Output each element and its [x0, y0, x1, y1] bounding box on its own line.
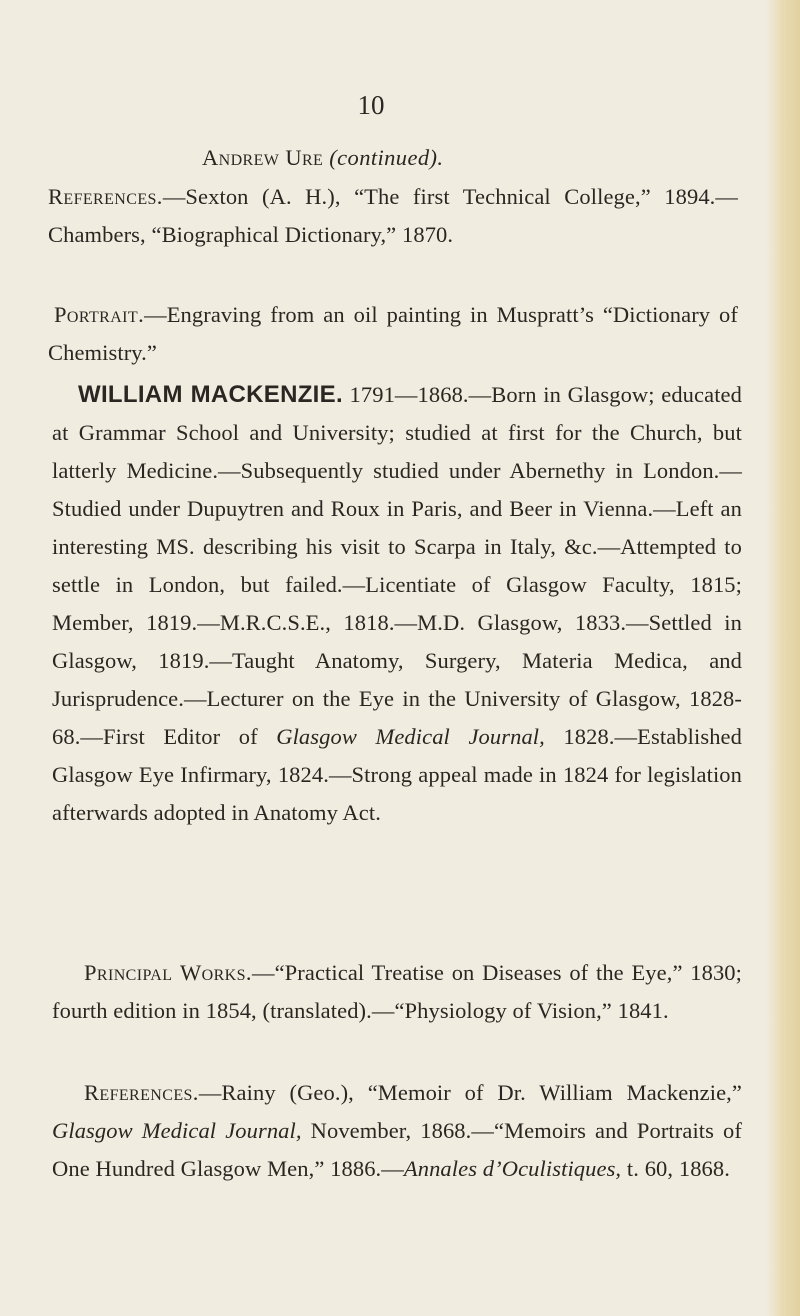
refs-text-2: November, 1868.—“Memoirs and Portraits of One Hundred Glasgow Men,” 1886.—	[52, 1118, 742, 1181]
mackenzie-name: WILLIAM MACKENZIE.	[78, 381, 343, 408]
refs-journal: Glasgow Medical Journal,	[52, 1118, 302, 1143]
ure-references-paragraph	[48, 178, 738, 254]
refs-text-1: —Rainy (Geo.), “Memoir of Dr. William Mackenzie,”	[198, 1080, 742, 1105]
heading-name: Andrew Ure	[202, 145, 324, 170]
mackenzie-refs-paragraph	[52, 1074, 742, 1188]
ure-portrait	[48, 296, 738, 372]
references-text: —Sexton (A. H.), “The first Technical College,” 1894.—Chambers, “Biographical Dictionary,” 1870.	[48, 184, 738, 247]
mackenzie-references	[52, 1074, 742, 1188]
ure-portrait-paragraph	[48, 296, 738, 372]
portrait-text: —Engraving from an oil painting in Muspratt’s “Dictionary of Chemistry.”	[48, 302, 738, 365]
refs-text-3: t. 60, 1868.	[621, 1156, 730, 1181]
mackenzie-bio-journal: Glasgow Medical Journal,	[276, 724, 545, 749]
mackenzie-bio-text: 1791—1868.—Born in Glasgow; educated at Grammar School and University; studied at first for the Church, but latterly Medicine.—Subsequently studied under Abernethy in London.—Studied under Dupuytren and Roux in Paris, and Beer in Vienna.—Left an interesting MS. describing his visit to Scarpa in Italy, &c.—Attempted to settle in London, but failed.—Licentiate of Glasgow Faculty, 1815; Member, 1819.—M.R.C.S.E., 1818.—M.D. Glasgow, 1833.—Settled in Glasgow, 1819.—Taught Anatomy, Surgery, Materia Medica, and Jurisprudence.—Lecturer on the Eye in the University of Glasgow, 1828-68.—First Editor of	[52, 382, 742, 749]
ure-references	[48, 178, 738, 254]
portrait-label: Portrait.	[54, 302, 145, 327]
refs-label: References.	[84, 1080, 199, 1105]
section-heading	[202, 145, 443, 171]
mackenzie-bio-text-end: 1828.—Established Glasgow Eye Infirmary, 1824.—Strong appeal made in 1824 for legislation afterwards adopted in Anatomy Act.	[52, 724, 742, 825]
mackenzie-bio-paragraph	[52, 376, 742, 832]
mackenzie-biography	[52, 376, 742, 832]
mackenzie-works	[52, 954, 742, 1030]
heading-note: (continued).	[329, 145, 444, 170]
works-label: Principal Works.	[84, 960, 252, 985]
works-text: —“Practical Treatise on Diseases of the Eye,” 1830; fourth edition in 1854, (translated).—“Physiology of Vision,” 1841.	[52, 960, 742, 1023]
page-number: 10	[357, 90, 385, 120]
page-edge-shadow	[766, 0, 800, 1316]
references-label: References.	[48, 184, 163, 209]
refs-annales: Annales d’Oculistiques,	[403, 1156, 622, 1181]
mackenzie-works-paragraph	[52, 954, 742, 1030]
